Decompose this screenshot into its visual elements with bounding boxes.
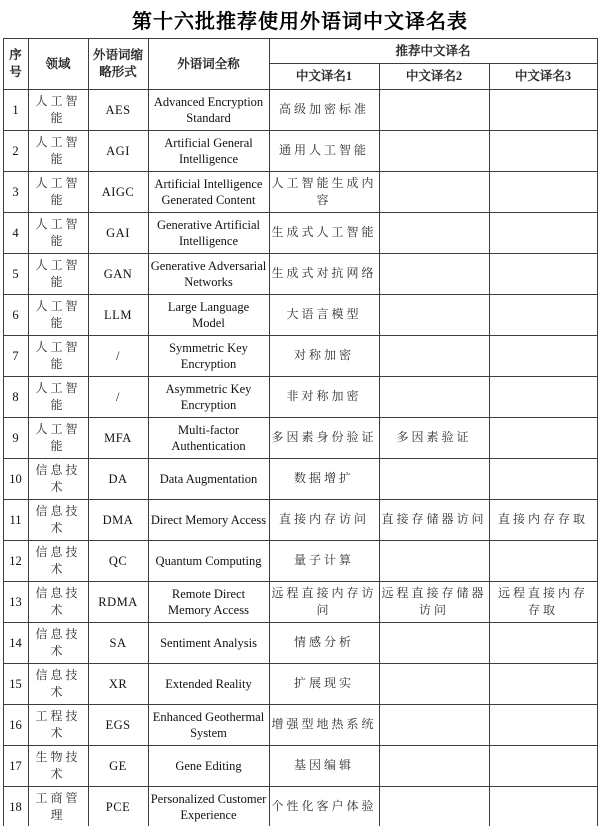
cell-cn1: 量子计算 — [269, 541, 379, 582]
col-header-cn3: 中文译名3 — [489, 64, 597, 90]
cell-cn3 — [489, 623, 597, 664]
cell-abbr: LLM — [88, 295, 148, 336]
cell-cn2 — [379, 295, 489, 336]
cell-index: 15 — [3, 664, 28, 705]
cell-fullname: Sentiment Analysis — [148, 623, 269, 664]
cell-index: 5 — [3, 254, 28, 295]
cell-cn2 — [379, 377, 489, 418]
table-body — [3, 90, 597, 826]
cell-abbr: DMA — [88, 500, 148, 541]
cell-fullname: Enhanced Geothermal System — [148, 705, 269, 746]
cell-cn2 — [379, 90, 489, 131]
cell-cn1: 人工智能生成内容 — [269, 172, 379, 213]
cell-abbr: QC — [88, 541, 148, 582]
cell-fullname: Personalized Customer Experience — [148, 787, 269, 826]
cell-abbr: XR — [88, 664, 148, 705]
cell-cn3: 直接内存存取 — [489, 500, 597, 541]
table-row — [3, 295, 597, 336]
cell-cn1: 生成式人工智能 — [269, 213, 379, 254]
cell-index: 1 — [3, 90, 28, 131]
cell-index: 3 — [3, 172, 28, 213]
cell-abbr: / — [88, 336, 148, 377]
cell-cn2 — [379, 459, 489, 500]
cell-field: 信息技术 — [28, 582, 88, 623]
cell-cn3 — [489, 172, 597, 213]
cell-fullname: Symmetric Key Encryption — [148, 336, 269, 377]
cell-field: 人工智能 — [28, 295, 88, 336]
cell-index: 7 — [3, 336, 28, 377]
cell-abbr: DA — [88, 459, 148, 500]
col-header-cn2: 中文译名2 — [379, 64, 489, 90]
cell-cn1: 个性化客户体验 — [269, 787, 379, 826]
col-header-field: 领域 — [28, 39, 88, 90]
cell-fullname: Remote Direct Memory Access — [148, 582, 269, 623]
cell-cn2 — [379, 131, 489, 172]
cell-abbr: SA — [88, 623, 148, 664]
cell-cn2: 多因素验证 — [379, 418, 489, 459]
cell-cn3 — [489, 746, 597, 787]
cell-fullname: Artificial General Intelligence — [148, 131, 269, 172]
cell-cn1: 增强型地热系统 — [269, 705, 379, 746]
table-row — [3, 459, 597, 500]
cell-field: 信息技术 — [28, 623, 88, 664]
cell-field: 生物技术 — [28, 746, 88, 787]
cell-cn3 — [489, 213, 597, 254]
cell-cn2 — [379, 746, 489, 787]
table-row — [3, 377, 597, 418]
cell-cn2: 直接存储器访问 — [379, 500, 489, 541]
cell-cn3 — [489, 541, 597, 582]
col-header-fullname: 外语词全称 — [148, 39, 269, 90]
cell-cn1: 情感分析 — [269, 623, 379, 664]
cell-field: 人工智能 — [28, 131, 88, 172]
cell-fullname: Advanced Encryption Standard — [148, 90, 269, 131]
table-row — [3, 213, 597, 254]
cell-index: 4 — [3, 213, 28, 254]
cell-index: 18 — [3, 787, 28, 826]
cell-cn3 — [489, 664, 597, 705]
page-title: 第十六批推荐使用外语词中文译名表 — [132, 11, 468, 33]
cell-cn2: 远程直接存储器访问 — [379, 582, 489, 623]
table-row — [3, 664, 597, 705]
cell-field: 信息技术 — [28, 541, 88, 582]
cell-index: 10 — [3, 459, 28, 500]
cell-fullname: Large Language Model — [148, 295, 269, 336]
table-row — [3, 131, 597, 172]
cell-cn1: 对称加密 — [269, 336, 379, 377]
cell-index: 6 — [3, 295, 28, 336]
cell-abbr: AIGC — [88, 172, 148, 213]
cell-index: 12 — [3, 541, 28, 582]
cell-field: 人工智能 — [28, 90, 88, 131]
cell-cn3 — [489, 459, 597, 500]
table-row — [3, 582, 597, 623]
cell-cn3 — [489, 131, 597, 172]
cell-cn2 — [379, 213, 489, 254]
cell-fullname: Data Augmentation — [148, 459, 269, 500]
cell-index: 2 — [3, 131, 28, 172]
cell-fullname: Generative Artificial Intelligence — [148, 213, 269, 254]
cell-cn2 — [379, 705, 489, 746]
cell-cn3 — [489, 254, 597, 295]
table-row — [3, 787, 597, 826]
cell-cn1: 高级加密标准 — [269, 90, 379, 131]
cell-index: 9 — [3, 418, 28, 459]
cell-abbr: AGI — [88, 131, 148, 172]
cell-cn2 — [379, 172, 489, 213]
cell-field: 人工智能 — [28, 213, 88, 254]
cell-field: 人工智能 — [28, 418, 88, 459]
cell-field: 人工智能 — [28, 336, 88, 377]
table-row — [3, 254, 597, 295]
cell-cn3: 远程直接内存存取 — [489, 582, 597, 623]
cell-cn1: 远程直接内存访问 — [269, 582, 379, 623]
cell-fullname: Quantum Computing — [148, 541, 269, 582]
cell-fullname: Multi-factor Authentication — [148, 418, 269, 459]
cell-cn1: 扩展现实 — [269, 664, 379, 705]
cell-cn3 — [489, 705, 597, 746]
cell-cn1: 通用人工智能 — [269, 131, 379, 172]
cell-field: 信息技术 — [28, 664, 88, 705]
cell-fullname: Generative Adversarial Networks — [148, 254, 269, 295]
col-header-abbr: 外语词缩略形式 — [88, 39, 148, 90]
cell-cn1: 多因素身份验证 — [269, 418, 379, 459]
table-row — [3, 418, 597, 459]
cell-field: 工商管理 — [28, 787, 88, 826]
cell-cn2 — [379, 254, 489, 295]
cell-cn1: 生成式对抗网络 — [269, 254, 379, 295]
cell-cn3 — [489, 787, 597, 826]
cell-abbr: MFA — [88, 418, 148, 459]
cell-index: 14 — [3, 623, 28, 664]
cell-index: 17 — [3, 746, 28, 787]
cell-field: 工程技术 — [28, 705, 88, 746]
cell-abbr: GAN — [88, 254, 148, 295]
cell-cn3 — [489, 90, 597, 131]
translation-table — [3, 38, 598, 826]
cell-cn2 — [379, 541, 489, 582]
table-row — [3, 623, 597, 664]
cell-index: 8 — [3, 377, 28, 418]
cell-index: 13 — [3, 582, 28, 623]
cell-abbr: PCE — [88, 787, 148, 826]
cell-cn2 — [379, 787, 489, 826]
cell-field: 人工智能 — [28, 254, 88, 295]
cell-cn1: 基因编辑 — [269, 746, 379, 787]
cell-fullname: Gene Editing — [148, 746, 269, 787]
cell-fullname: Artificial Intelligence Generated Content — [148, 172, 269, 213]
table-row — [3, 541, 597, 582]
cell-abbr: EGS — [88, 705, 148, 746]
table-row — [3, 172, 597, 213]
cell-field: 人工智能 — [28, 377, 88, 418]
cell-cn1: 数据增扩 — [269, 459, 379, 500]
cell-cn3 — [489, 418, 597, 459]
col-header-recommended: 推荐中文译名 — [269, 39, 597, 64]
cell-cn2 — [379, 623, 489, 664]
table-row — [3, 336, 597, 377]
cell-cn2 — [379, 336, 489, 377]
cell-field: 人工智能 — [28, 172, 88, 213]
cell-cn3 — [489, 377, 597, 418]
cell-fullname: Asymmetric Key Encryption — [148, 377, 269, 418]
cell-fullname: Extended Reality — [148, 664, 269, 705]
cell-abbr: AES — [88, 90, 148, 131]
table-row — [3, 500, 597, 541]
cell-abbr: / — [88, 377, 148, 418]
table-row — [3, 705, 597, 746]
cell-field: 信息技术 — [28, 500, 88, 541]
cell-cn3 — [489, 295, 597, 336]
cell-cn1: 大语言模型 — [269, 295, 379, 336]
cell-abbr: GE — [88, 746, 148, 787]
table-row — [3, 90, 597, 131]
cell-cn1: 非对称加密 — [269, 377, 379, 418]
cell-index: 11 — [3, 500, 28, 541]
cell-cn1: 直接内存访问 — [269, 500, 379, 541]
table-row — [3, 746, 597, 787]
cell-abbr: RDMA — [88, 582, 148, 623]
col-header-index: 序号 — [3, 39, 28, 90]
cell-cn3 — [489, 336, 597, 377]
cell-cn2 — [379, 664, 489, 705]
cell-field: 信息技术 — [28, 459, 88, 500]
cell-abbr: GAI — [88, 213, 148, 254]
cell-fullname: Direct Memory Access — [148, 500, 269, 541]
col-header-cn1: 中文译名1 — [269, 64, 379, 90]
cell-index: 16 — [3, 705, 28, 746]
